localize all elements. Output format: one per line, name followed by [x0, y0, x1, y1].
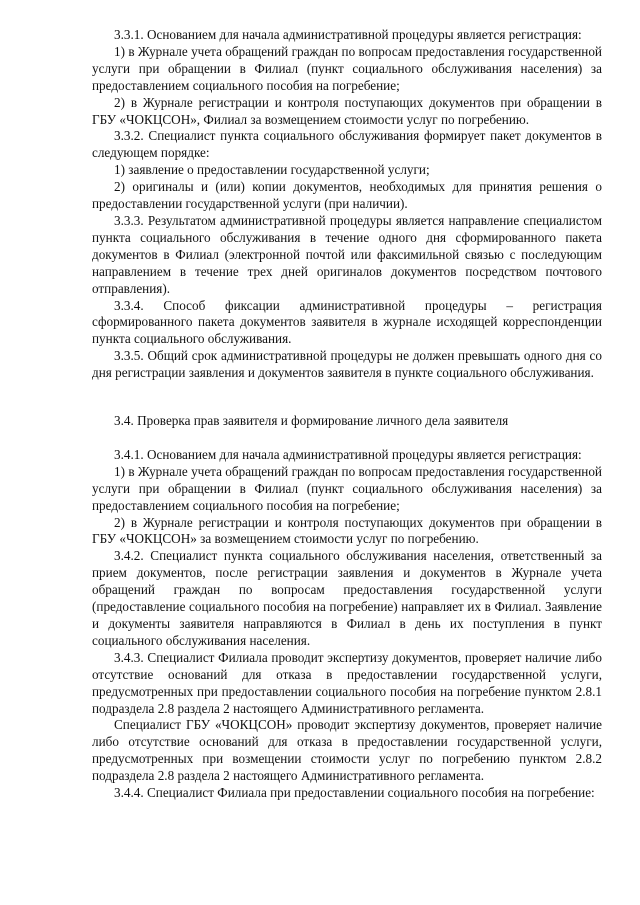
paragraph-3-3-2-item-1: 1) заявление о предоставлении государственной услуги; [114, 162, 430, 178]
paragraph-3-3-1: 3.3.1. Основанием для начала административной процедуры является регистрация: [114, 27, 582, 42]
paragraph-3-3-2-item-2: 2) оригиналы и (или) копии документов, необходимых для принятия решения о предоставлении государственной услуги (при наличии). [92, 179, 602, 212]
paragraph-3-3-2: 3.3.2. Специалист пункта социального обслуживания формирует пакет документов в следующем порядке: [92, 128, 602, 161]
section-spacer [92, 382, 602, 413]
paragraph-3-4-4: 3.4.4. Специалист Филиала при предоставлении социального пособия на погребение: [114, 785, 595, 801]
document-body [92, 27, 602, 802]
paragraph-3-3-1-item-2: 2) в Журнале регистрации и контроля поступающих документов при обращении в ГБУ «ЧОКЦСОН», Филиал за возмещением стоимости услуг по погребению. [92, 94, 602, 127]
paragraph-3-4-1: 3.4.1. Основанием для начала административной процедуры является регистрация: [114, 446, 582, 462]
paragraph-3-4-1-item-2: 2) в Журнале регистрации и контроля поступающих документов при обращении в ГБУ «ЧОКЦСОН» за возмещением стоимости услуг по погребению. [92, 514, 602, 547]
paragraph-3-3-4: 3.3.4. Способ фиксации административной процедуры – регистрация сформированного пакета документов заявителя в журнале исходящей корреспонденции пункта социального обслуживания. [92, 297, 602, 347]
paragraph-3-3-1-item-1: 1) в Журнале учета обращений граждан по вопросам предоставления государственной услуги при обращении в Филиал (пункт социального обслуживания населения) за предоставлением социального пособия на погребение; [92, 43, 602, 93]
paragraph-3-4-2: 3.4.2. Специалист пункта социального обслуживания населения, ответственный за прием документов, после регистрации заявления и документов в Журнале учета обращений граждан по вопросам предоставления государственной услуги (предоставление социального пособия на погребение) направляет их в Филиал. Заявление и документы заявителя направляются в Филиал в день их поступления в пункт социального обслуживания населения. [92, 548, 602, 648]
paragraph-3-3-3: 3.3.3. Результатом административной процедуры является направление специалистом пункта социального обслуживания в течение одного дня сформированного пакета документов в Филиал (электронной почтой или факсимильной связью с последующим направлением в течение трех дней оригиналов документов посредством почтового отправления). [92, 212, 602, 296]
paragraph-3-4-1-item-1: 1) в Журнале учета обращений граждан по вопросам предоставления государственной услуги при обращении в Филиал (пункт социального обслуживания населения) за предоставлением социального пособия на погребение; [92, 463, 602, 513]
paragraph-3-4-3-continued: Специалист ГБУ «ЧОКЦСОН» проводит экспертизу документов, проверяет наличие либо отсутствие оснований для отказа в предоставлении государственной услуги, предусмотренных при возмещении стоимости услуг по погребению пунктом 2.8.2 подраздела 2.8 раздела 2 настоящего Административного регламента. [92, 717, 602, 784]
section-3-4-heading: 3.4. Проверка прав заявителя и формирование личного дела заявителя [114, 413, 509, 429]
section-spacer [92, 430, 602, 447]
paragraph-3-3-5: 3.3.5. Общий срок административной процедуры не должен превышать одного дня со дня регистрации заявления и документов заявителя в пункте социального обслуживания. [92, 348, 602, 381]
paragraph-3-4-3: 3.4.3. Специалист Филиала проводит экспертизу документов, проверяет наличие либо отсутствие оснований для отказа в предоставлении государственной услуги, предусмотренных при предоставлении социального пособия на погребение пунктом 2.8.1 подраздела 2.8 раздела 2 настоящего Административного регламента. [92, 649, 602, 716]
